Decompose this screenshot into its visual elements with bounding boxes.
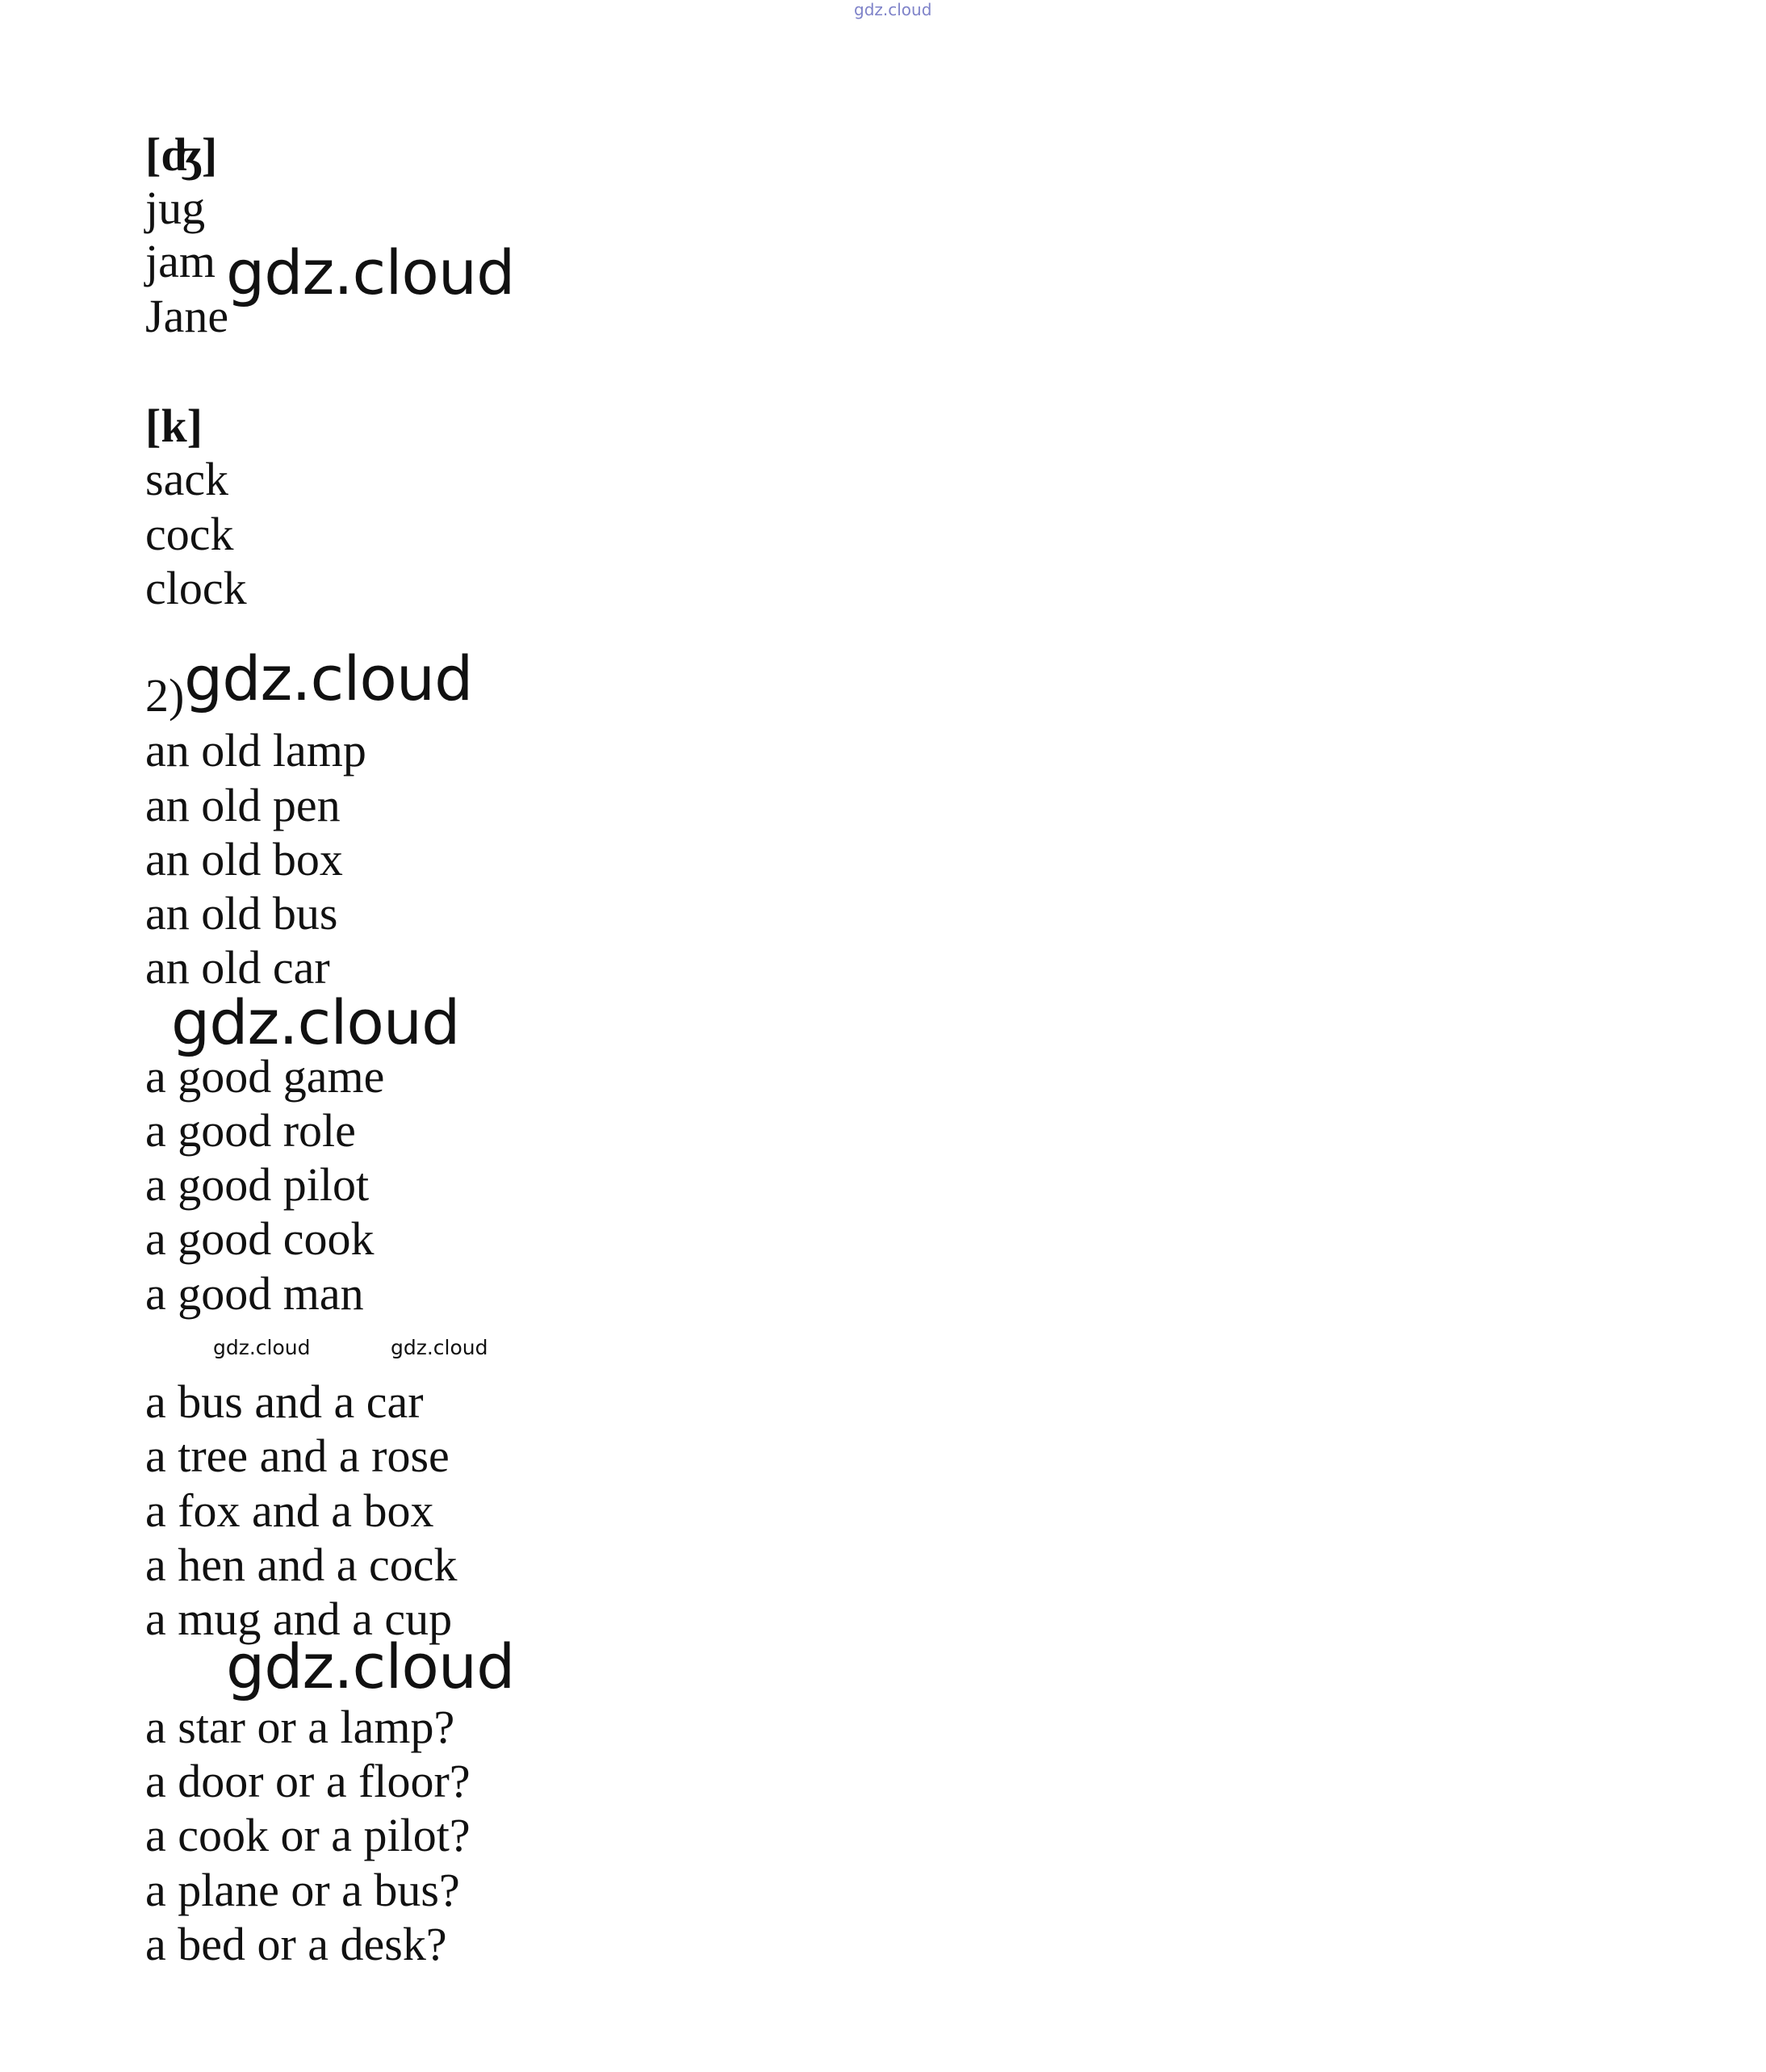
phrase-item: a good game	[145, 1050, 385, 1103]
watermark: gdz.cloud	[184, 643, 473, 714]
phrase-item: a good man	[145, 1267, 364, 1320]
phrase-item: a tree and a rose	[145, 1429, 450, 1482]
word-item: clock	[145, 562, 247, 614]
phrase-item: a good role	[145, 1104, 356, 1157]
phrase-item: a cook or a pilot?	[145, 1809, 471, 1861]
word-item: jug	[145, 182, 206, 234]
word-item: cock	[145, 508, 234, 560]
phrase-item: a star or a lamp?	[145, 1701, 455, 1753]
part-label: 2)	[145, 669, 185, 722]
watermark: gdz.cloud	[391, 1336, 488, 1359]
phrase-item: a good pilot	[145, 1158, 370, 1211]
word-item: Jane	[145, 290, 229, 342]
header-watermark: gdz.cloud	[854, 0, 932, 19]
phrase-item: an old bus	[145, 887, 338, 940]
watermark: gdz.cloud	[226, 237, 515, 308]
phrase-item: a hen and a cock	[145, 1538, 458, 1591]
phrase-item: a door or a floor?	[145, 1755, 471, 1807]
phrase-item: an old lamp	[145, 724, 366, 776]
phrase-item: a mug and a cup	[145, 1593, 453, 1645]
word-item: jam	[145, 235, 216, 287]
phrase-item: a bus and a car	[145, 1375, 424, 1428]
word-item: sack	[145, 453, 229, 505]
watermark: gdz.cloud	[171, 986, 460, 1058]
phrase-item: an old car	[145, 941, 330, 994]
phoneme-heading-k: [k]	[145, 400, 203, 452]
phoneme-heading-dz: [ʤ]	[145, 128, 218, 181]
phrase-item: an old box	[145, 833, 343, 885]
phrase-item: a fox and a box	[145, 1484, 434, 1537]
phrase-item: an old pen	[145, 779, 341, 831]
phrase-item: a plane or a bus?	[145, 1864, 460, 1916]
phrase-item: a good cook	[145, 1212, 375, 1265]
watermark: gdz.cloud	[226, 1630, 515, 1702]
watermark: gdz.cloud	[213, 1336, 311, 1359]
phrase-item: a bed or a desk?	[145, 1918, 447, 1970]
